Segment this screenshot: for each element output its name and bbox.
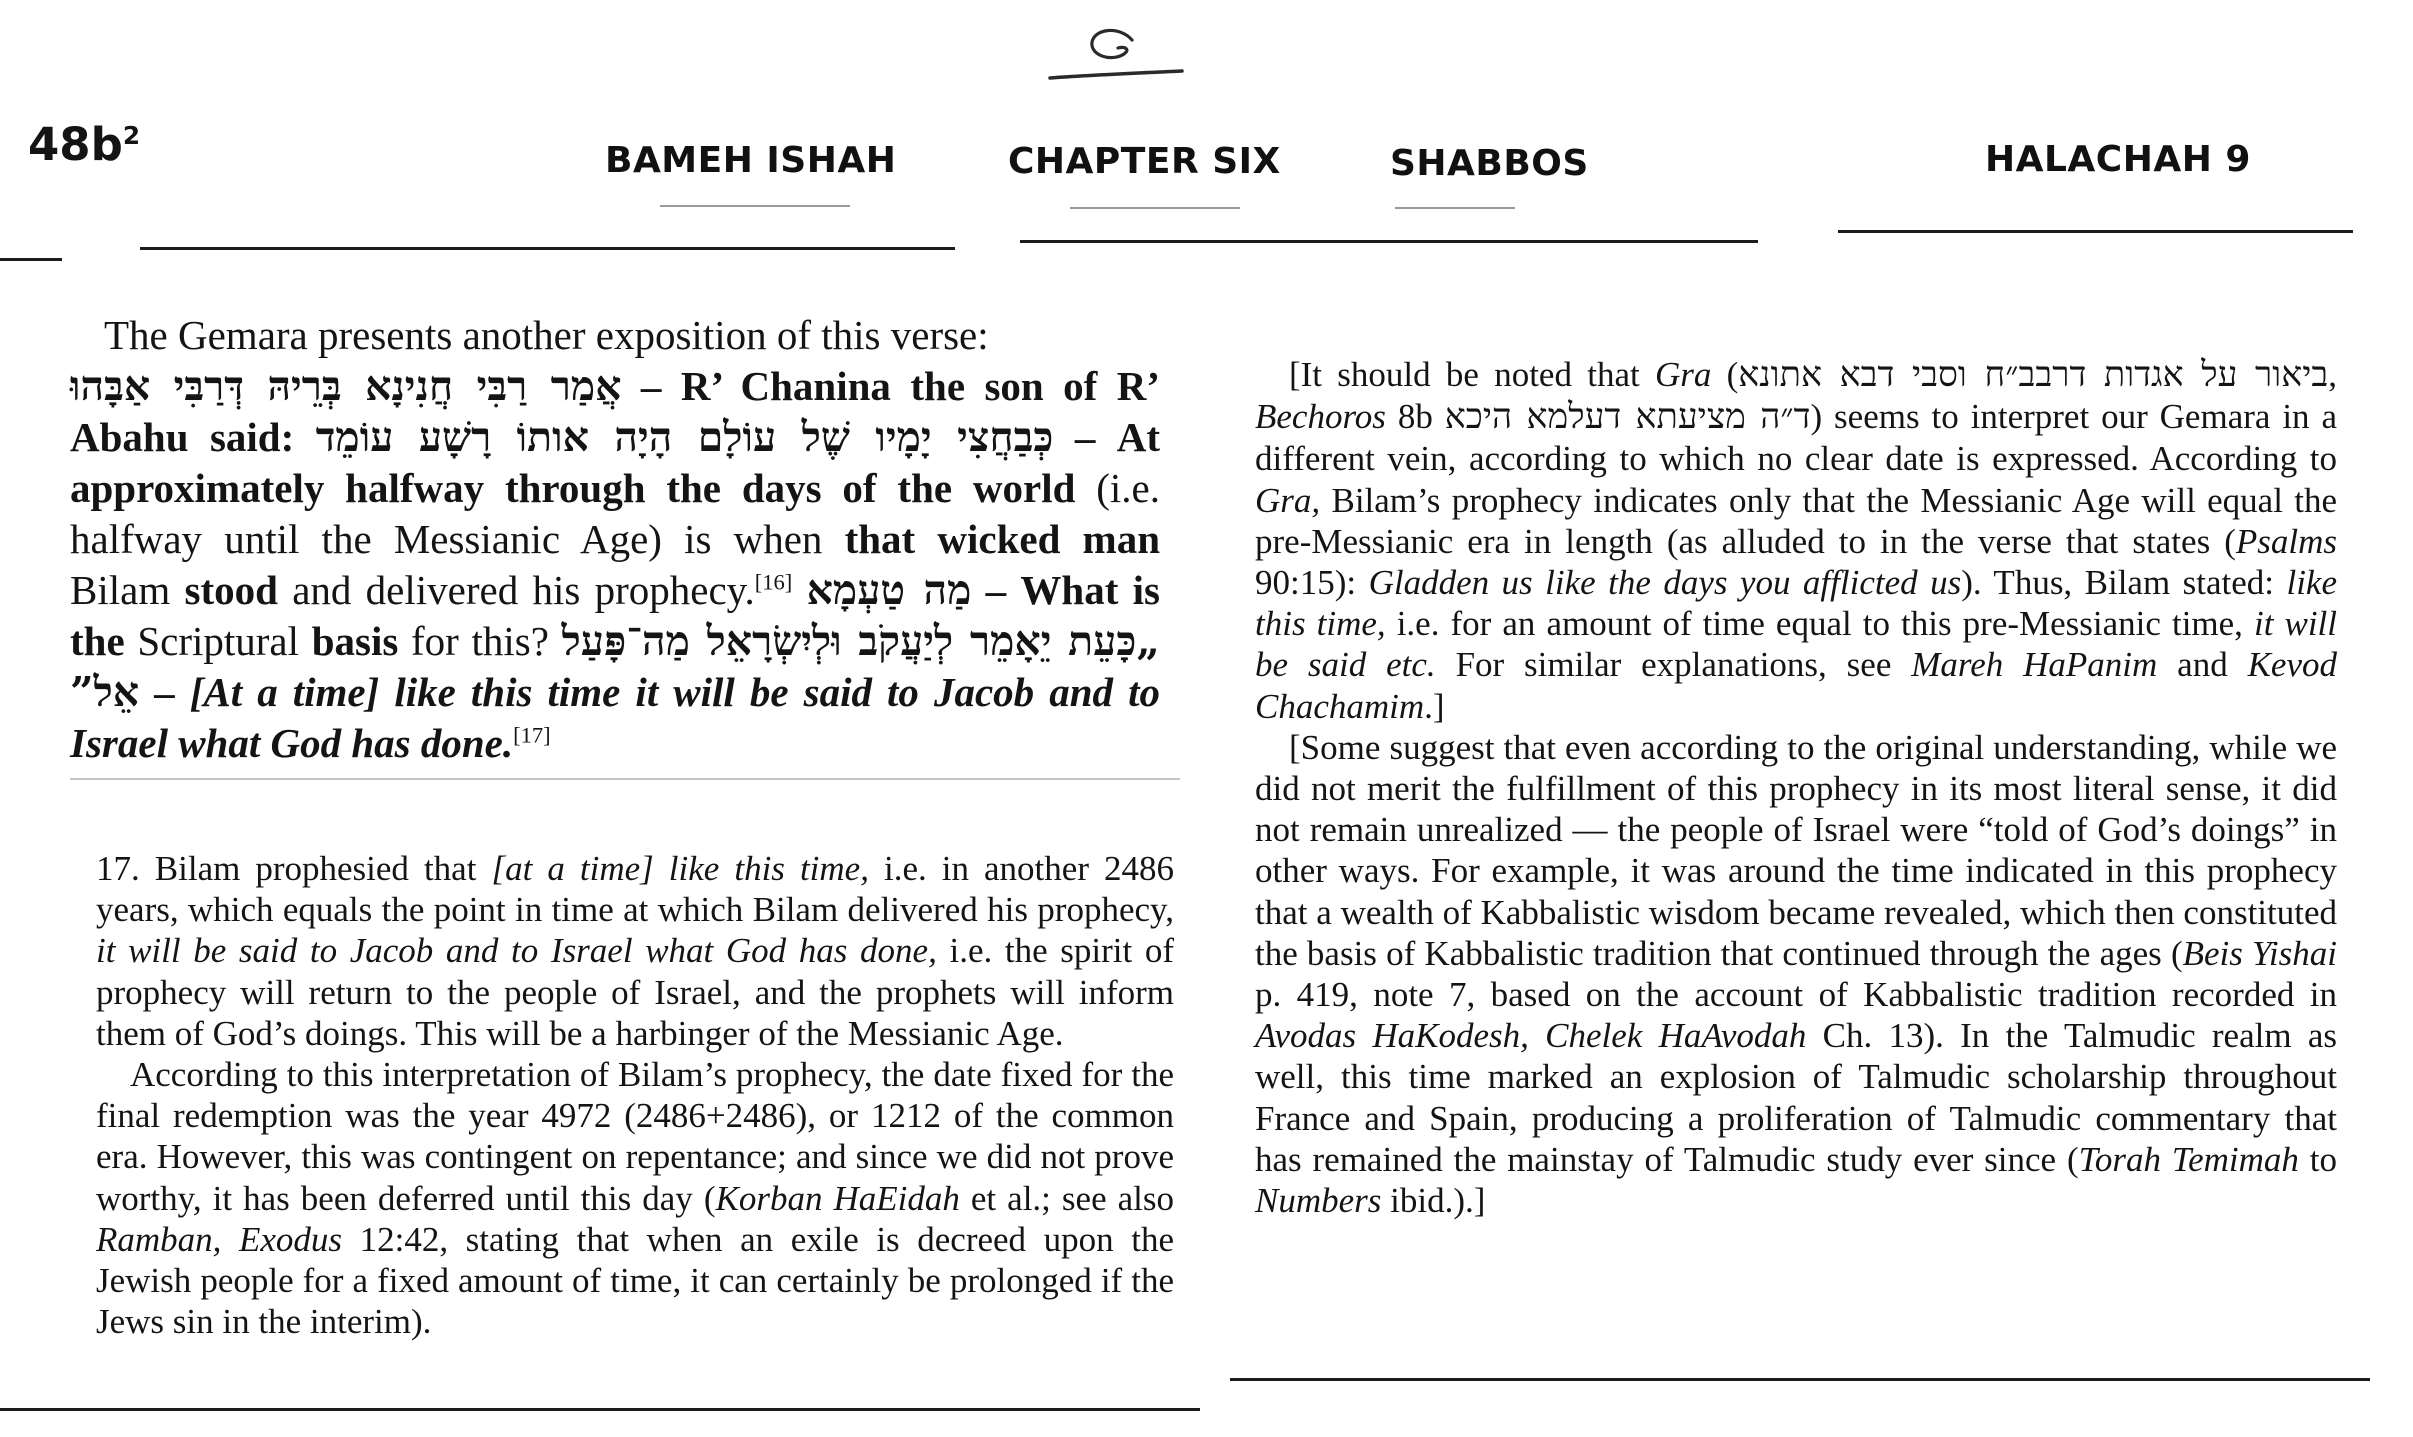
text-3: (i.e. halfway until the Messianic Age) is when <box>70 465 1160 562</box>
nr-text-ad: ibid.).] <box>1381 1181 1486 1221</box>
gemara-body <box>70 361 1160 769</box>
footnote-17-para-1 <box>96 848 1174 1054</box>
text-9: Scriptural <box>124 618 312 664</box>
fn17-text-d: it will be said to Jacob and to Israel what God has done, <box>96 931 937 971</box>
nr-hebrew-2: ד״ה מציעתא דעלמא היכא <box>1444 397 1811 438</box>
note-right-column <box>1255 354 2337 1221</box>
nr-text-s: and <box>2157 645 2248 685</box>
text-8: What is the <box>70 567 1160 664</box>
header-rule-thin-2 <box>1070 207 1240 209</box>
nr-text-m: ). Thus, Bilam stated: <box>1961 563 2287 603</box>
header-rule-4 <box>1838 230 2353 233</box>
nr-text-a: [It should be noted that <box>1289 355 1655 394</box>
bottom-rule-right <box>1230 1378 2370 1381</box>
hebrew-phrase-1: אֲמַר רַבִּי חֲנִינָא בְּרֵיהּ דְּרַבִּי אַבָּהוּ <box>70 362 622 410</box>
nr-text-j: Psalms <box>2235 521 2337 561</box>
nr-text-n: like this time, <box>1255 563 2337 644</box>
nr-text-f: 8b <box>1385 397 1445 437</box>
note-right-para-1 <box>1255 354 2337 727</box>
dash-4: – <box>139 669 190 715</box>
nr-text-x: p. 419, note 7, based on the account of Kabbalistic tradition recorded in <box>1255 975 2337 1015</box>
nr-text-d: , <box>2328 355 2338 394</box>
page-ref-number: 48b <box>28 118 123 171</box>
footnote-ref-16: [16] <box>754 569 793 595</box>
nr-text-y: Avodas HaKodesh, Chelek HaAvodah <box>1255 1016 1807 1056</box>
fn17-text-h: et al.; see also <box>959 1178 1175 1218</box>
text-10: basis <box>311 618 399 664</box>
nr-text-g: ) seems to interpret our Gemara in a different vein, according to which no clear date is expressed. According to <box>1255 397 2337 479</box>
fn17-text-f: According to this interpretation of Bilam’s prophecy, the date fixed for the final redemption was the year 4972 (2486+2486), or 1212 of the common era. However, this was contingent on repentance; and since we did not prove worthy, it has been deferred until this day ( <box>96 1055 1174 1218</box>
handwritten-g-mark <box>1040 18 1190 93</box>
fn17-text-g: Korban HaEidah <box>715 1178 960 1218</box>
nr-text-q: For similar explanations, see <box>1435 645 1912 685</box>
header-rule-3 <box>1020 240 1758 243</box>
nr-text-l: Gladden us like the days you afflicted us <box>1368 563 1962 603</box>
text-5: Bilam <box>70 567 185 613</box>
footnote-ref-17: [17] <box>513 722 551 748</box>
header-rule-thin-1 <box>660 205 850 207</box>
nr-text-z: Ch. 13). In the Talmudic realm as well, this time marked an explosion of Talmudic scholarship throughout France and Spain, producing a proliferation of Talmudic commentary that has remained the mainstay of Talmudic study ever since ( <box>1255 1016 2337 1179</box>
nr-hebrew-1: ביאור על אגדות דרבב״ח וסבי דבא אתונא <box>1738 355 2329 395</box>
main-separator <box>70 778 1180 780</box>
text-6: stood <box>184 567 278 613</box>
fn17-text-j: 12:42, stating that when an exile is decreed upon the Jewish people for a fixed amount of time, it can certainly be prolonged if the Jews sin in the interim). <box>96 1219 1174 1342</box>
footnote-17 <box>96 848 1174 1342</box>
header-left-title: BAMEH ISHAH <box>605 140 897 181</box>
translation-2: At approximately halfway through the days of the world <box>70 414 1161 511</box>
nr-text-b: Gra <box>1654 355 1712 394</box>
nr-text-ab: to <box>2298 1139 2338 1179</box>
header-rule-2 <box>140 247 955 250</box>
bottom-rule-left <box>0 1408 1200 1411</box>
header-chapter: CHAPTER SIX <box>1008 141 1281 182</box>
header-tractate: SHABBOS <box>1390 143 1589 184</box>
hebrew-phrase-3: מַה טַעְמָא <box>806 566 972 614</box>
nr-text-r: Mareh HaPanim <box>1911 645 2158 685</box>
dash-3: – <box>971 567 1021 613</box>
verse-translation: [At a time] like this time it will be said to Jacob and to Israel what God has done. <box>70 669 1161 766</box>
hebrew-verse: „כָּעֵת יֵאָמֵר לְיַעֲקֹב וּלְיִשְׂרָאֵל מַה־פָּעַל אֵל” <box>70 617 1160 716</box>
nr-text-aa: Torah Temimah <box>2078 1139 2299 1179</box>
nr-text-w: Beis Yishai <box>2182 933 2337 973</box>
nr-text-u: .] <box>1424 686 1445 726</box>
header-halachah: HALACHAH 9 <box>1985 139 2251 180</box>
fn17-text-i: Ramban, Exodus <box>96 1219 343 1259</box>
margin-mark-text: G <box>1040 18 1041 19</box>
nr-text-o: i.e. for an amount of time equal to this pre-Messianic time, <box>1385 604 2254 644</box>
nr-text-c: ( <box>1711 355 1739 394</box>
gemara-text <box>70 310 1160 769</box>
nr-text-k: 90:15): <box>1255 563 1369 603</box>
dash-1: – <box>621 363 681 409</box>
fn17-text-c: i.e. in another 2486 years, which equals the point in time at which Bilam delivered his prophecy, <box>96 849 1175 930</box>
translation-1: R’ Chanina the son of R’ Abahu said: <box>70 363 1160 460</box>
fn17-text-b: [at a time] like this time, <box>491 849 869 888</box>
nr-text-h: Gra, <box>1255 480 1321 520</box>
note-right-para-2 <box>1255 727 2337 1221</box>
fn17-text-a: 17. Bilam prophesied that <box>96 849 492 888</box>
fn17-text-e: i.e. the spirit of prophecy will return to the people of Israel, and the prophets will inform them of God’s doings. This will be a harbinger of the Messianic Age. <box>96 931 1174 1053</box>
gemara-intro: The Gemara presents another exposition of this verse: <box>104 312 989 358</box>
text-11: for this? <box>398 618 549 664</box>
header-rule-thin-3 <box>1395 207 1515 209</box>
text-7: and delivered his prophecy. <box>277 567 755 613</box>
nr-text-ac: Numbers <box>1255 1181 1382 1221</box>
dash-2: – <box>1053 414 1117 460</box>
footnote-17-para-2 <box>96 1054 1174 1342</box>
nr-text-e: Bechoros <box>1255 397 1386 437</box>
hebrew-phrase-2: כְּבַחֲצִי יָמָיו שֶׁל עוֹלָם הָיָה אותוֹ רָשָׁע עוֹמֵד <box>315 413 1054 461</box>
text-4: that wicked man <box>844 516 1160 562</box>
nr-text-p: it will be said etc. <box>1255 604 2337 685</box>
nr-text-i: Bilam’s prophecy indicates only that the Messianic Age will equal the pre-Messianic era in length (as alluded to in the verse that states ( <box>1255 480 2337 561</box>
nr-text-v: [Some suggest that even according to the original understanding, while we did not merit the fulfillment of this prophecy in its most literal sense, it did not remain unrealized — the people of Israel were “told of God’s doings” in other ways. For example, it was around the time indicated in this prophecy that a wealth of Kabbalistic wisdom became revealed, which then constituted the basis of Kabbalistic tradition that continued through the ages ( <box>1255 727 2337 973</box>
page-ref-sup: 2 <box>122 121 141 150</box>
nr-text-t: Kevod Chachamim <box>1255 645 2337 726</box>
header-rule-1 <box>0 258 62 261</box>
page-ref <box>28 118 140 171</box>
